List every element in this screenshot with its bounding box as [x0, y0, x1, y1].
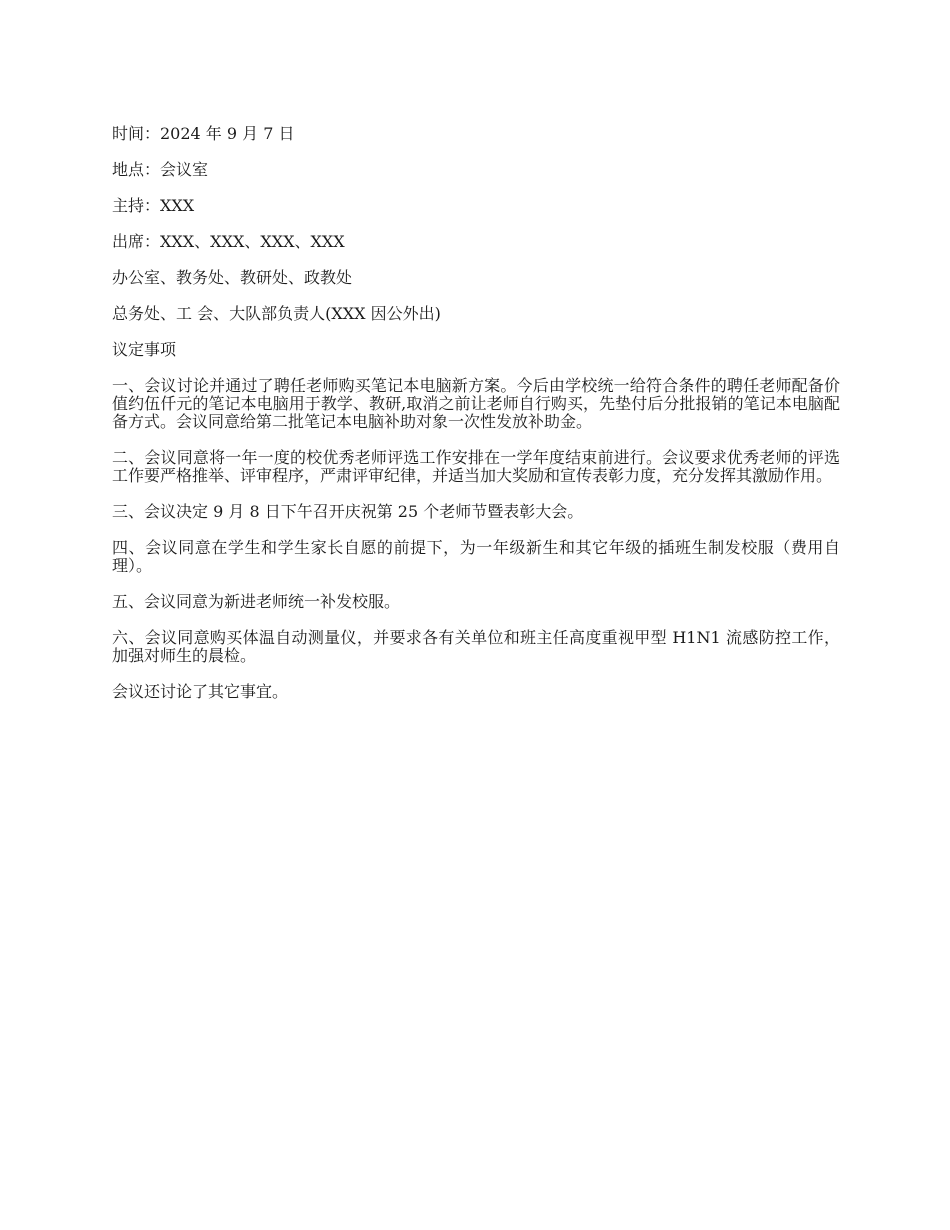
meeting-place: 地点：会议室: [112, 160, 209, 179]
meeting-minutes-document: [112, 125, 840, 719]
closing-remark: 会议还讨论了其它事宜。: [112, 682, 289, 701]
decision-item-5: 五、会议同意为新进老师统一补发校服。: [112, 592, 401, 611]
decision-item-1: 一、会议讨论并通过了聘任老师购买笔记本电脑新方案。今后由学校统一给符合条件的聘任老师配备价值约伍仟元的笔记本电脑用于教学、教研,取消之前让老师自行购买，先垫付后分批报销的笔记本电脑配备方式。会议同意给第二批笔记本电脑补助对象一次性发放补助金。: [112, 376, 840, 431]
decision-item-3: 三、会议决定 9 月 8 日下午召开庆祝第 25 个老师节暨表彰大会。: [112, 502, 584, 521]
attending-departments-1: 办公室、教务处、教研处、政教处: [112, 268, 353, 287]
attending-departments-2: 总务处、工 会、大队部负责人(XXX 因公外出): [112, 304, 441, 323]
decision-item-6: 六、会议同意购买体温自动测量仪，并要求各有关单位和班主任高度重视甲型 H1N1 流感防控工作，加强对师生的晨检。: [112, 628, 840, 665]
meeting-host: 主持：XXX: [112, 196, 195, 215]
meeting-attendees: 出席：XXX、XXX、XXX、XXX: [112, 232, 345, 251]
decision-item-2: 二、会议同意将一年一度的校优秀老师评选工作安排在一学年度结束前进行。会议要求优秀老师的评选工作要严格推举、评审程序，严肃评审纪律，并适当加大奖励和宣传表彰力度，充分发挥其激励作用。: [112, 448, 840, 485]
meeting-time: 时间：2024 年 9 月 7 日: [112, 124, 295, 143]
decision-item-4: 四、会议同意在学生和学生家长自愿的前提下，为一年级新生和其它年级的插班生制发校服（费用自理）。: [112, 538, 840, 575]
section-title: 议定事项: [112, 340, 177, 359]
